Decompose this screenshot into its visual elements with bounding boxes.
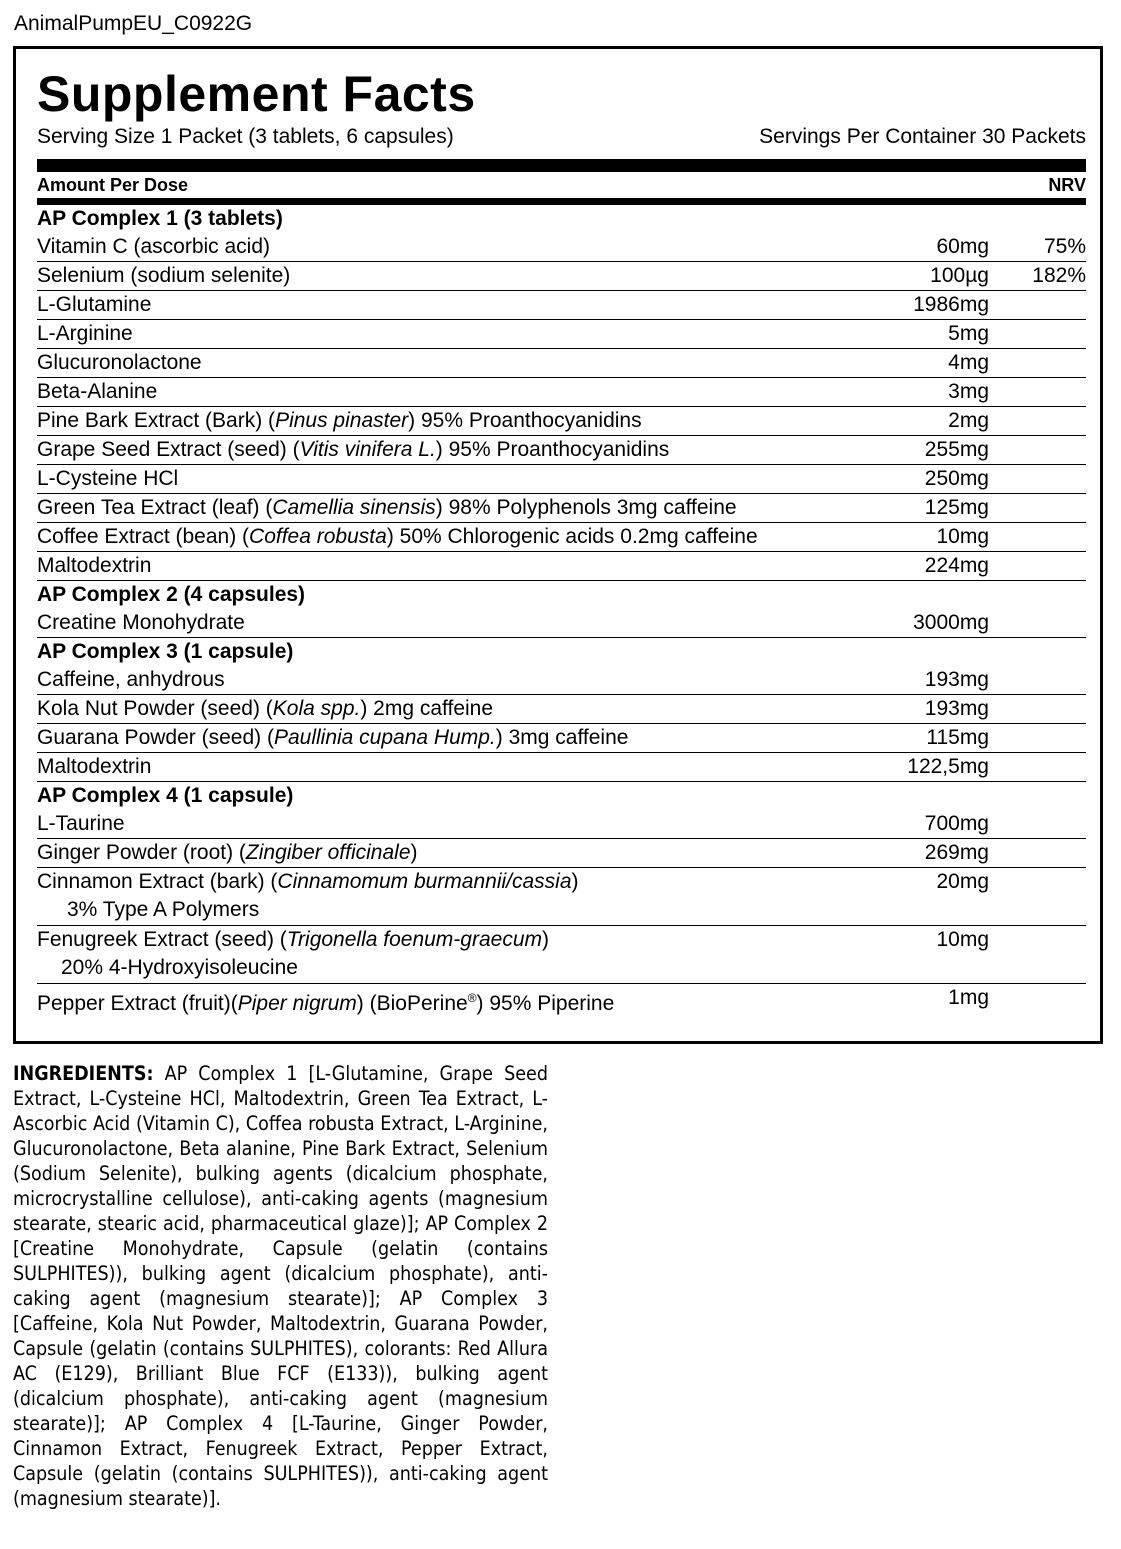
- nutrient-name: Fenugreek Extract (seed) (Trigonella foenum-graecum) 20% 4-Hydroxyisoleucine: [37, 928, 549, 979]
- nutrient-amount: 20mg: [936, 870, 989, 893]
- serving-info: [37, 125, 1086, 149]
- section-title: AP Complex 2 (4 capsules): [37, 583, 306, 606]
- nutrient-amount: 193mg: [924, 697, 989, 720]
- nutrient-amount: 250mg: [924, 467, 989, 490]
- header-divider: [37, 198, 1086, 205]
- nutrient-amount: 3mg: [948, 380, 989, 403]
- supplement-facts-panel: [13, 46, 1103, 1044]
- nutrient-row: [37, 724, 1086, 753]
- nutrient-nrv: 75%: [1043, 235, 1086, 258]
- nutrient-amount: 60mg: [936, 235, 989, 258]
- nutrient-nrv: 182%: [1032, 264, 1086, 287]
- nutrient-name: Guarana Powder (seed) (Paullinia cupana Hump.) 3mg caffeine: [37, 726, 629, 749]
- nutrient-row: [37, 868, 1086, 926]
- nutrient-row: [37, 320, 1086, 349]
- nutrient-row: [37, 349, 1086, 378]
- nutrient-amount: 10mg: [936, 928, 989, 951]
- nutrient-amount: 5mg: [948, 322, 989, 345]
- nutrient-name: Maltodextrin: [37, 755, 152, 778]
- nutrient-amount: 269mg: [924, 841, 989, 864]
- nutrient-amount: 1986mg: [913, 293, 989, 316]
- nutrient-name: Green Tea Extract (leaf) (Camellia sinensis) 98% Polyphenols 3mg caffeine: [37, 496, 737, 519]
- section-title: AP Complex 1 (3 tablets): [37, 207, 283, 230]
- nutrient-name: Beta-Alanine: [37, 380, 158, 403]
- nutrient-row: [37, 666, 1086, 695]
- nutrient-name: L-Glutamine: [37, 293, 152, 316]
- nutrient-amount: 122,5mg: [907, 755, 989, 778]
- nutrient-amount: 10mg: [936, 525, 989, 548]
- nutrient-row: [37, 810, 1086, 839]
- serving-size: Serving Size 1 Packet (3 tablets, 6 capsules): [37, 125, 454, 148]
- nutrient-row: [37, 695, 1086, 724]
- nutrient-amount: 115mg: [926, 726, 989, 749]
- ingredients-list: [13, 1061, 548, 1511]
- section-title: AP Complex 4 (1 capsule): [37, 784, 294, 807]
- amount-per-dose-header: Amount Per Dose: [37, 175, 189, 195]
- nutrient-row: [37, 839, 1086, 868]
- nutrient-name: Caffeine, anhydrous: [37, 668, 225, 691]
- nutrient-name: Coffee Extract (bean) (Coffea robusta) 50% Chlorogenic acids 0.2mg caffeine: [37, 525, 758, 548]
- section-title: AP Complex 3 (1 capsule): [37, 640, 294, 663]
- nutrient-amount: 3000mg: [913, 611, 989, 634]
- nutrient-name: L-Arginine: [37, 322, 133, 345]
- nutrient-row: [37, 552, 1086, 581]
- nutrient-amount: 700mg: [924, 812, 989, 835]
- nutrient-name: Pine Bark Extract (Bark) (Pinus pinaster) 95% Proanthocyanidins: [37, 409, 642, 432]
- nutrient-name: Glucuronolactone: [37, 351, 202, 374]
- nutrient-amount: 1mg: [948, 986, 989, 1009]
- nutrient-row: [37, 494, 1086, 523]
- nutrient-amount: 193mg: [924, 668, 989, 691]
- nutrient-name: Pepper Extract (fruit)(Piper nigrum) (BioPerine®) 95% Piperine: [37, 991, 615, 1015]
- nutrient-row: [37, 926, 1086, 984]
- nutrient-row: [37, 753, 1086, 782]
- nutrient-row: [37, 984, 1086, 1015]
- thick-divider: [37, 159, 1086, 172]
- nutrient-row: [37, 609, 1086, 638]
- nutrient-name: Cinnamon Extract (bark) (Cinnamomum burmannii/cassia) 3% Type A Polymers: [37, 870, 579, 921]
- panel-title: Supplement Facts: [37, 66, 476, 122]
- ingredients-label: INGREDIENTS:: [13, 1062, 154, 1085]
- nutrient-row: [37, 523, 1086, 552]
- nutrient-name: Kola Nut Powder (seed) (Kola spp.) 2mg caffeine: [37, 697, 494, 720]
- column-header: [37, 172, 1086, 198]
- nutrient-name: Creatine Monohydrate: [37, 611, 245, 634]
- nutrient-name: Grape Seed Extract (seed) (Vitis vinifera L.) 95% Proanthocyanidins: [37, 438, 670, 461]
- nutrient-name: Vitamin C (ascorbic acid): [37, 235, 271, 258]
- file-identifier: AnimalPumpEU_C0922G: [14, 12, 253, 35]
- nutrient-amount: 4mg: [948, 351, 989, 374]
- nutrient-row: [37, 407, 1086, 436]
- nutrient-row: [37, 262, 1086, 291]
- nutrient-amount: 125mg: [924, 496, 989, 519]
- nutrient-name: Maltodextrin: [37, 554, 152, 577]
- nutrient-amount: 255mg: [924, 438, 989, 461]
- nutrient-name: Selenium (sodium selenite): [37, 264, 291, 287]
- nrv-header: NRV: [1048, 175, 1086, 195]
- nutrient-row: [37, 233, 1086, 262]
- nutrient-row: [37, 378, 1086, 407]
- ingredients-text: AP Complex 1 [L-Glutamine, Grape Seed Extract, L-Cysteine HCl, Maltodextrin, Green Tea Extract, L-Ascorbic Acid (Vitamin C), Coffea robusta Extract, L-Arginine, Glucuronolactone, Beta alanine, Pine Bark Extract, Selenium (Sodium Selenite), bulking agents (dicalcium phosphate, microcrystalline cellulose), anti-caking agents (magnesium stearate, stearic acid, pharmaceutical glaze)]; AP Complex 2 [Creatine Monohydrate, Capsule (gelatin (contains SULPHITES)), bulking agent (dicalcium phosphate), anti-caking agent (magnesium stearate)]; AP Complex 3 [Caffeine, Kola Nut Powder, Maltodextrin, Guarana Powder, Capsule (gelatin (contains SULPHITES), colorants: Red Allura AC (E129), Brilliant Blue FCF (E133)), bulking agent (dicalcium phosphate), anti-caking agent (magnesium stearate)]; AP Complex 4 [L-Taurine, Ginger Powder, Cinnamon Extract, Fenugreek Extract, Pepper Extract, Capsule (gelatin (contains SULPHITES)), anti-caking agent (magnesium stearate)].: [13, 1062, 548, 1510]
- nutrient-amount: 2mg: [948, 409, 989, 432]
- servings-per-container: Servings Per Container 30 Packets: [759, 125, 1086, 148]
- nutrient-row: [37, 291, 1086, 320]
- nutrient-amount: 224mg: [924, 554, 989, 577]
- nutrient-row: [37, 436, 1086, 465]
- nutrient-row: [37, 465, 1086, 494]
- nutrient-name: L-Cysteine HCl: [37, 467, 179, 490]
- nutrient-name: Ginger Powder (root) (Zingiber officinale): [37, 841, 418, 864]
- nutrient-amount: 100µg: [930, 264, 989, 287]
- nutrient-name: L-Taurine: [37, 812, 125, 835]
